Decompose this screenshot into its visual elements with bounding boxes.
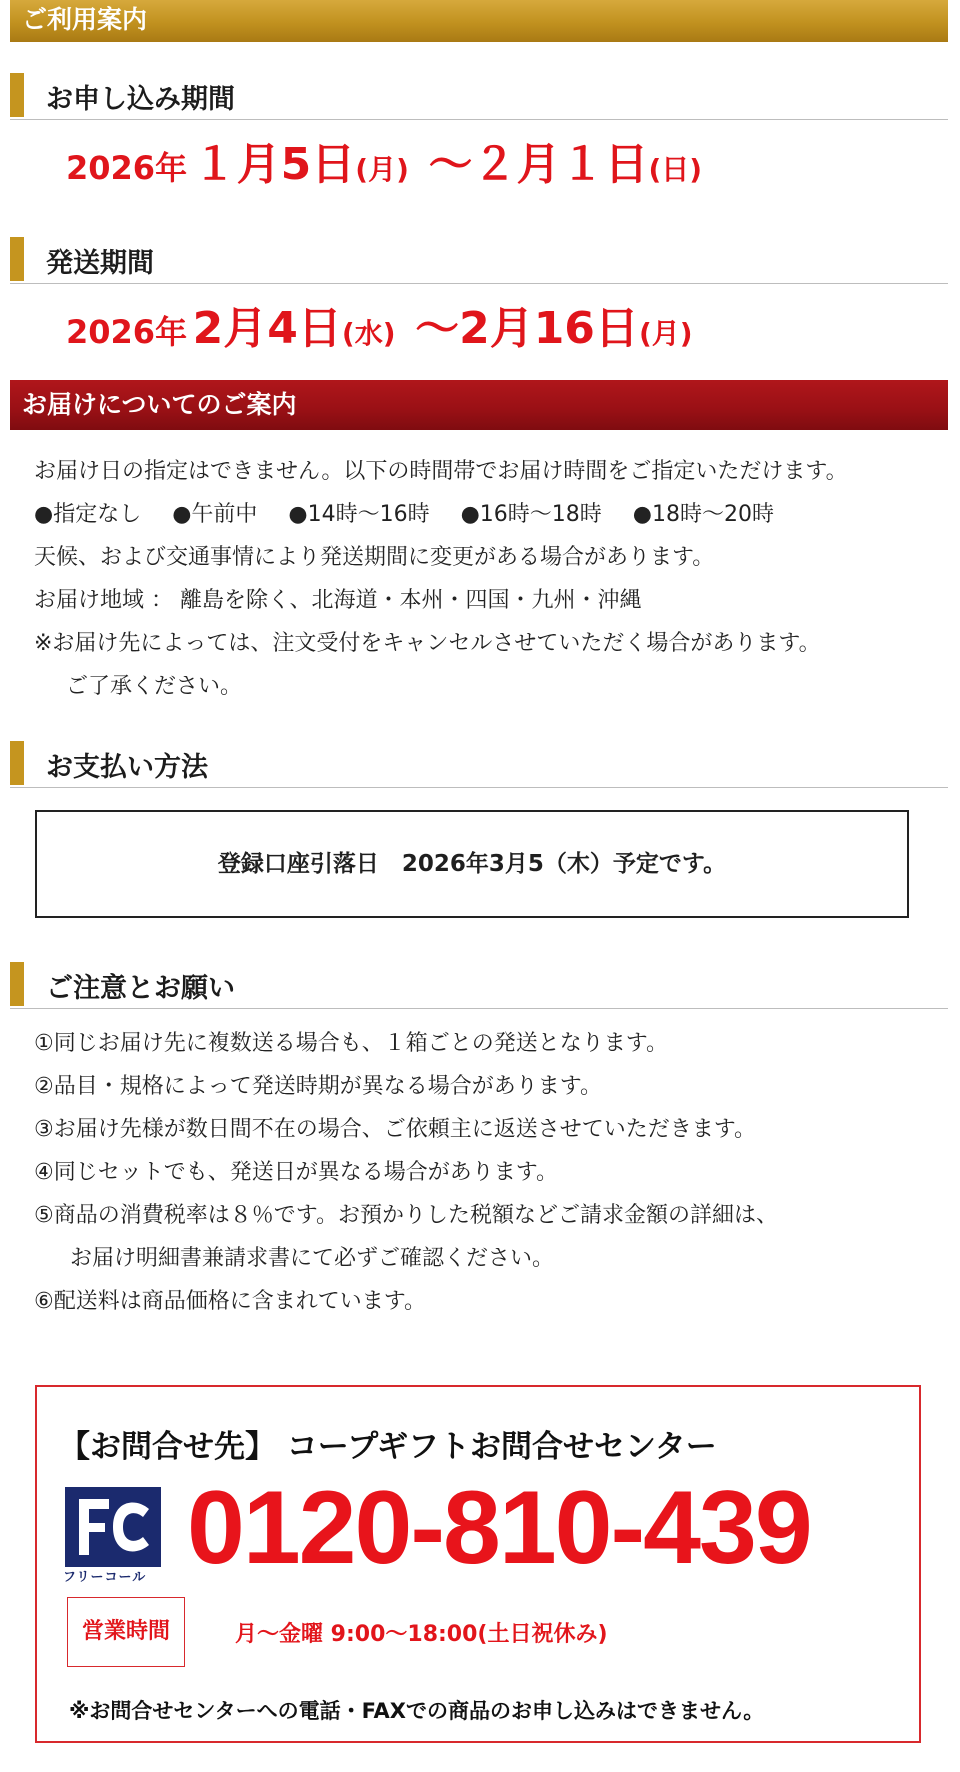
application-year: 2026年 — [66, 149, 188, 187]
delivery-acknowledge: ご了承ください。 — [66, 674, 243, 699]
payment-label: お支払い方法 — [46, 752, 208, 783]
delivery-cancel-note: ※お届け先によっては、注文受付をキャンセルさせていただく場合があります。 — [34, 631, 821, 656]
freecall-icon — [65, 1487, 161, 1567]
delivery-area: お届け地域 ： 離島を除く、北海道・本州・四国・九州・沖縄 — [34, 588, 642, 613]
time-option: ●午前中 — [172, 502, 258, 527]
shipping-start-dow: (水) — [341, 317, 396, 350]
note-item: ⑥配送料は商品価格に含まれています。 — [34, 1289, 426, 1314]
payment-heading — [10, 741, 948, 788]
application-period-dates — [66, 128, 702, 192]
heading-accent-bar — [10, 962, 24, 1006]
shipping-period-label: 発送期間 — [46, 248, 154, 279]
application-period-heading — [10, 73, 948, 120]
shipping-period-heading — [10, 237, 948, 284]
payment-box — [35, 810, 909, 918]
note-item: お届け明細書兼請求書にて必ずご確認ください。 — [70, 1246, 555, 1271]
payment-text: 登録口座引落日 2026年3月5（木）予定です。 — [217, 851, 727, 877]
shipping-period-dates — [66, 292, 693, 356]
note-item: ③お届け先様が数日間不在の場合、ご依頼主に返送させていただきます。 — [34, 1117, 756, 1142]
usage-guide-header — [10, 0, 948, 42]
shipping-start-date: 2月4日 — [192, 303, 342, 354]
time-option: ●18時〜20時 — [632, 502, 774, 527]
application-period-label: お申し込み期間 — [46, 84, 235, 115]
notes-heading — [10, 962, 948, 1009]
application-end-dow: (日) — [648, 153, 703, 186]
delivery-time-options — [34, 497, 798, 528]
shipping-year: 2026年 — [66, 313, 188, 351]
application-end-date: 〜２月１日 — [428, 139, 649, 190]
contact-title: 【お問合せ先】 コープギフトお問合せセンター — [59, 1429, 717, 1465]
business-hours-label: 営業時間 — [81, 1619, 170, 1644]
note-item: ⑤商品の消費税率は８％です。お預かりした税額などご請求金額の詳細は、 — [34, 1203, 778, 1228]
application-start-date: １月5日 — [192, 139, 356, 190]
notes-label: ご注意とお願い — [46, 973, 235, 1004]
time-option: ●16時〜18時 — [460, 502, 602, 527]
usage-guide-title: ご利用案内 — [22, 5, 148, 34]
time-option: ●14時〜16時 — [288, 502, 430, 527]
application-start-dow: (月) — [355, 153, 409, 186]
shipping-end-date: 〜2月16日 — [415, 303, 639, 354]
heading-accent-bar — [10, 73, 24, 117]
delivery-line-1: お届け日の指定はできません。以下の時間帯でお届け時間をご指定いただけます。 — [34, 459, 848, 484]
note-item: ②品目・規格によって発送時期が異なる場合があります。 — [34, 1074, 602, 1099]
delivery-info-title: お届けについてのご案内 — [22, 390, 297, 419]
heading-accent-bar — [10, 741, 24, 785]
business-hours-label-box — [67, 1597, 185, 1667]
note-item: ④同じセットでも、発送日が異なる場合があります。 — [34, 1160, 558, 1185]
note-item: ①同じお届け先に複数送る場合も、１箱ごとの発送となります。 — [34, 1031, 668, 1056]
heading-accent-bar — [10, 237, 24, 281]
shipping-end-dow: (月) — [638, 317, 693, 350]
contact-note: ※お問合せセンターへの電話・FAXでの商品のお申し込みはできません。 — [69, 1699, 765, 1723]
delivery-line-3: 天候、および交通事情により発送期間に変更がある場合があります。 — [34, 545, 715, 570]
business-hours: 月〜金曜 9:00〜18:00(土日祝休み) — [235, 1622, 608, 1647]
freecall-label: フリーコール — [63, 1570, 147, 1585]
phone-number[interactable]: 0120-810-439 — [187, 1470, 811, 1586]
contact-box — [35, 1385, 921, 1743]
time-option: ●指定なし — [34, 502, 142, 527]
delivery-info-header — [10, 380, 948, 430]
